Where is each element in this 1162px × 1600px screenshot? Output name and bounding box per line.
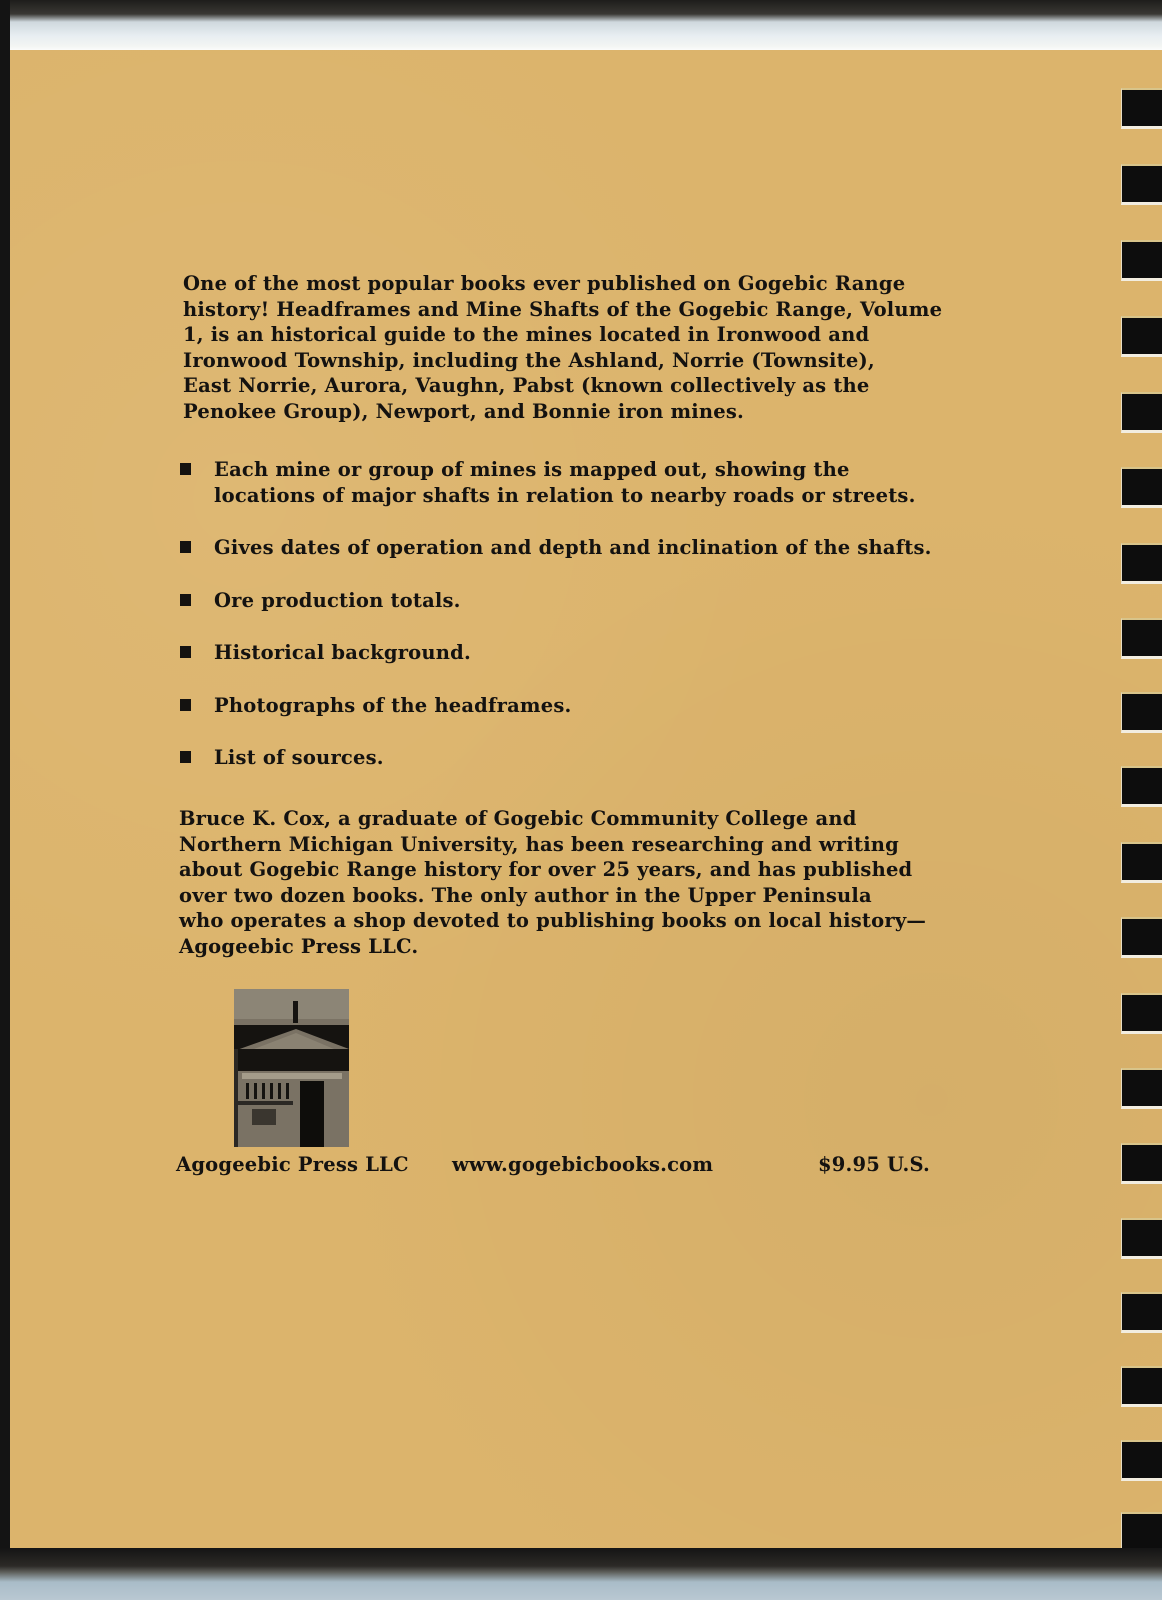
binding-coil (1121, 1292, 1162, 1333)
intro-paragraph (183, 271, 1003, 424)
bullet-square-icon (180, 541, 191, 553)
feature-item: Gives dates of operation and depth and inclination of the shafts. (180, 535, 1010, 561)
binding-coil (1121, 1366, 1162, 1407)
intro-line: One of the most popular books ever published on Gogebic Range (183, 272, 906, 295)
binding-coil (1121, 392, 1162, 433)
binding-coil (1121, 1512, 1162, 1553)
bio-line: who operates a shop devoted to publishing books on local history— (179, 909, 927, 932)
binding-coil (1121, 543, 1162, 584)
bio-line: over two dozen books. The only author in the Upper Peninsula (179, 883, 872, 907)
binding-coil (1121, 618, 1162, 659)
feature-item: Each mine or group of mines is mapped out, showing the locations of major shafts in relation to nearby roads or streets. (180, 457, 1010, 508)
binding-coil (1121, 467, 1162, 508)
scanner-left-edge (0, 0, 10, 1600)
storefront-photo (234, 989, 349, 1147)
bio-line: Northern Michigan University, has been researching and writing (179, 832, 900, 856)
feature-item: List of sources. (180, 745, 1010, 771)
binding-coil (1121, 316, 1162, 357)
scanner-bottom-edge (0, 1548, 1162, 1600)
intro-line: history! Headframes and Mine Shafts of the Gogebic Range, Volume (183, 297, 943, 321)
bullet-square-icon (180, 594, 191, 606)
feature-item: Ore production totals. (180, 588, 1010, 614)
binding-coil (1121, 1440, 1162, 1481)
bio-line: about Gogebic Range history for over 25 years, and has published (179, 858, 913, 881)
feature-item: Historical background. (180, 640, 1010, 666)
bullet-square-icon (180, 463, 191, 475)
intro-line: Penokee Group), Newport, and Bonnie iron mines. (183, 399, 745, 423)
feature-item: Photographs of the headframes. (180, 693, 1010, 719)
binding-coil (1121, 766, 1162, 807)
bullet-square-icon (180, 699, 191, 711)
price: $9.95 U.S. (818, 1153, 931, 1176)
binding-coil (1121, 164, 1162, 205)
scanner-top-edge (0, 0, 1162, 52)
binding-coil (1121, 692, 1162, 733)
binding-coil (1121, 88, 1162, 129)
website-url: www.gogebicbooks.com (452, 1153, 714, 1176)
binding-coil (1121, 842, 1162, 883)
intro-line: Ironwood Township, including the Ashland, Norrie (Townsite), (183, 348, 875, 372)
binding-coil (1121, 917, 1162, 958)
bullet-square-icon (180, 751, 191, 763)
intro-line: 1, is an historical guide to the mines located in Ironwood and (183, 323, 870, 346)
author-bio (179, 806, 999, 959)
bio-line: Agogeebic Press LLC. (179, 934, 419, 958)
binding-coil (1121, 1143, 1162, 1184)
binding-coil (1121, 1068, 1162, 1109)
bio-line: Bruce K. Cox, a graduate of Gogebic Community College and (179, 807, 857, 830)
features-list (180, 457, 1010, 798)
binding-coil (1121, 993, 1162, 1034)
publisher-name: Agogeebic Press LLC (176, 1153, 409, 1176)
bullet-square-icon (180, 646, 191, 658)
spiral-binding (1117, 0, 1162, 1600)
binding-coil (1121, 1218, 1162, 1259)
binding-coil (1121, 240, 1162, 281)
intro-line: East Norrie, Aurora, Vaughn, Pabst (known collectively as the (183, 374, 870, 397)
